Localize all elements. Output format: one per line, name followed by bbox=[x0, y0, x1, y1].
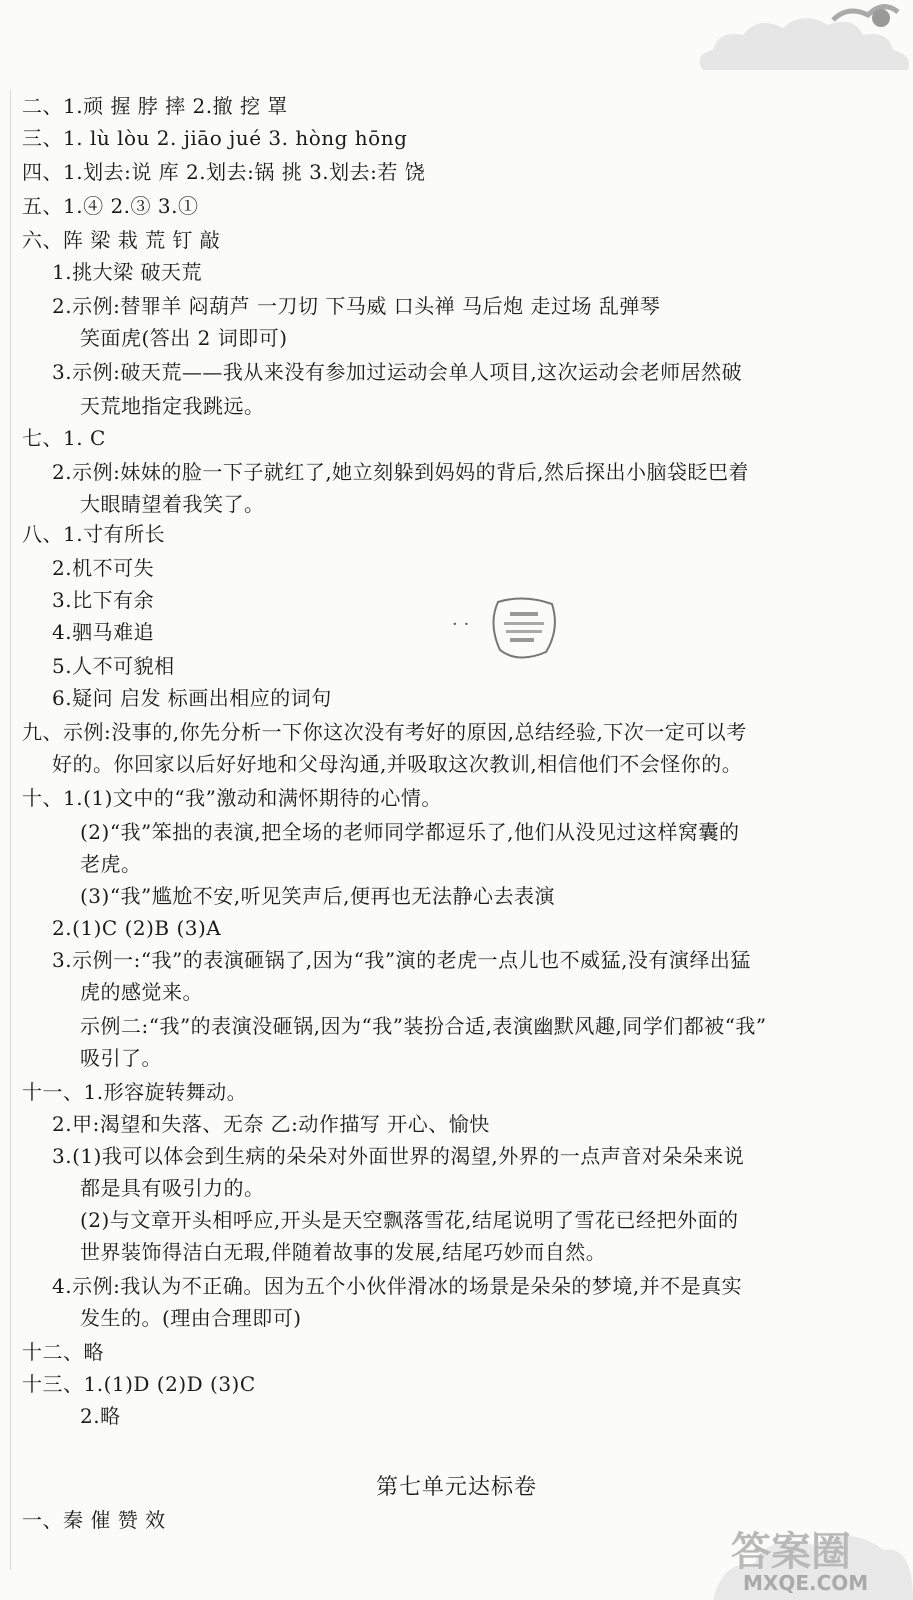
answer-line: 1.挑大梁 破天荒 bbox=[52, 260, 202, 284]
answer-line: 四、1.划去:说 库 2.划去:锅 挑 3.划去:若 饶 bbox=[22, 160, 426, 184]
section-heading: 第七单元达标卷 bbox=[375, 1475, 537, 1500]
margin-line bbox=[10, 90, 11, 1570]
answer-line: 3.比下有余 bbox=[52, 588, 155, 612]
answer-line: 5.人不可貌相 bbox=[52, 654, 175, 678]
answer-line: 都是具有吸引力的。 bbox=[80, 1176, 265, 1200]
answer-line: 2.示例:替罪羊 闷葫芦 一刀切 下马威 口头禅 马后炮 走过场 乱弹琴 bbox=[52, 294, 661, 318]
cloud-decoration-icon bbox=[683, 0, 913, 80]
answer-line: 七、1. C bbox=[22, 426, 106, 450]
answer-line: 六、阵 梁 栽 荒 钉 敲 bbox=[22, 228, 221, 252]
stamp-icon bbox=[488, 594, 560, 664]
answer-line: 世界装饰得洁白无瑕,伴随着故事的发展,结尾巧妙而自然。 bbox=[80, 1240, 607, 1264]
answer-line: 好的。你回家以后好好地和父母沟通,并吸取这次教训,相信他们不会怪你的。 bbox=[52, 752, 743, 776]
answer-line: 一、秦 催 赞 效 bbox=[22, 1508, 166, 1532]
mxqe-watermark-logo bbox=[713, 1490, 913, 1600]
answer-line: 三、1. lù lòu 2. jiāo jué 3. hòng hōng bbox=[22, 126, 408, 150]
answer-line: 八、1.寸有所长 bbox=[22, 522, 166, 546]
answer-line: 笑面虎(答出 2 词即可) bbox=[80, 326, 288, 350]
answer-line: 发生的。(理由合理即可) bbox=[80, 1306, 302, 1330]
ink-dots: · · bbox=[452, 614, 470, 635]
answer-line: 3.示例:破天荒——我从来没有参加过运动会单人项目,这次运动会老师居然破 bbox=[52, 360, 743, 384]
answer-line: 十二、略 bbox=[22, 1340, 104, 1364]
watermark-top-text: 答案圈 bbox=[731, 1529, 851, 1575]
answer-line: (2)与文章开头相呼应,开头是天空飘落雪花,结尾说明了雪花已经把外面的 bbox=[80, 1208, 739, 1232]
answer-line: 十三、1.(1)D (2)D (3)C bbox=[22, 1372, 256, 1396]
answer-line: 吸引了。 bbox=[80, 1046, 162, 1070]
answer-line: 五、1.④ 2.③ 3.① bbox=[22, 194, 199, 218]
answer-line: 4.示例:我认为不正确。因为五个小伙伴滑冰的场景是朵朵的梦境,并不是真实 bbox=[52, 1274, 743, 1298]
answer-line: 2.机不可失 bbox=[52, 556, 155, 580]
answer-line: (3)“我”尴尬不安,听见笑声后,便再也无法静心去表演 bbox=[80, 884, 555, 908]
answer-line: 2.(1)C (2)B (3)A bbox=[52, 916, 222, 940]
answer-line: 4.驷马难追 bbox=[52, 620, 155, 644]
answer-line: 2.示例:妹妹的脸一下子就红了,她立刻躲到妈妈的背后,然后探出小脑袋眨巴着 bbox=[52, 460, 750, 484]
answer-line: 十一、1.形容旋转舞动。 bbox=[22, 1080, 248, 1104]
answer-line: 6.疑问 启发 标画出相应的词句 bbox=[52, 686, 332, 710]
answer-line: 大眼睛望着我笑了。 bbox=[80, 492, 265, 516]
answer-line: 九、示例:没事的,你先分析一下你这次没有考好的原因,总结经验,下次一定可以考 bbox=[22, 720, 747, 744]
answer-line: 3.(1)我可以体会到生病的朵朵对外面世界的渴望,外界的一点声音对朵朵来说 bbox=[52, 1144, 745, 1168]
answer-line: 虎的感觉来。 bbox=[80, 980, 203, 1004]
answer-line: 十、1.(1)文中的“我”激动和满怀期待的心情。 bbox=[22, 786, 442, 810]
answer-line: 二、1.顽 握 脖 摔 2.撤 挖 罩 bbox=[22, 94, 288, 118]
answer-line: 2.甲:渴望和失落、无奈 乙:动作描写 开心、愉快 bbox=[52, 1112, 490, 1136]
answer-line: 3.示例一:“我”的表演砸锅了,因为“我”演的老虎一点儿也不威猛,没有演绎出猛 bbox=[52, 948, 751, 972]
answer-line: (2)“我”笨拙的表演,把全场的老师同学都逗乐了,他们从没见过这样窝囊的 bbox=[80, 820, 740, 844]
answer-line: 2.略 bbox=[80, 1404, 121, 1428]
answer-line: 天荒地指定我跳远。 bbox=[80, 394, 265, 418]
watermark-bottom-text: MXQE.COM bbox=[743, 1571, 869, 1595]
answer-line: 老虎。 bbox=[80, 852, 142, 876]
answer-line: 示例二:“我”的表演没砸锅,因为“我”装扮合适,表演幽默风趣,同学们都被“我” bbox=[80, 1014, 767, 1038]
